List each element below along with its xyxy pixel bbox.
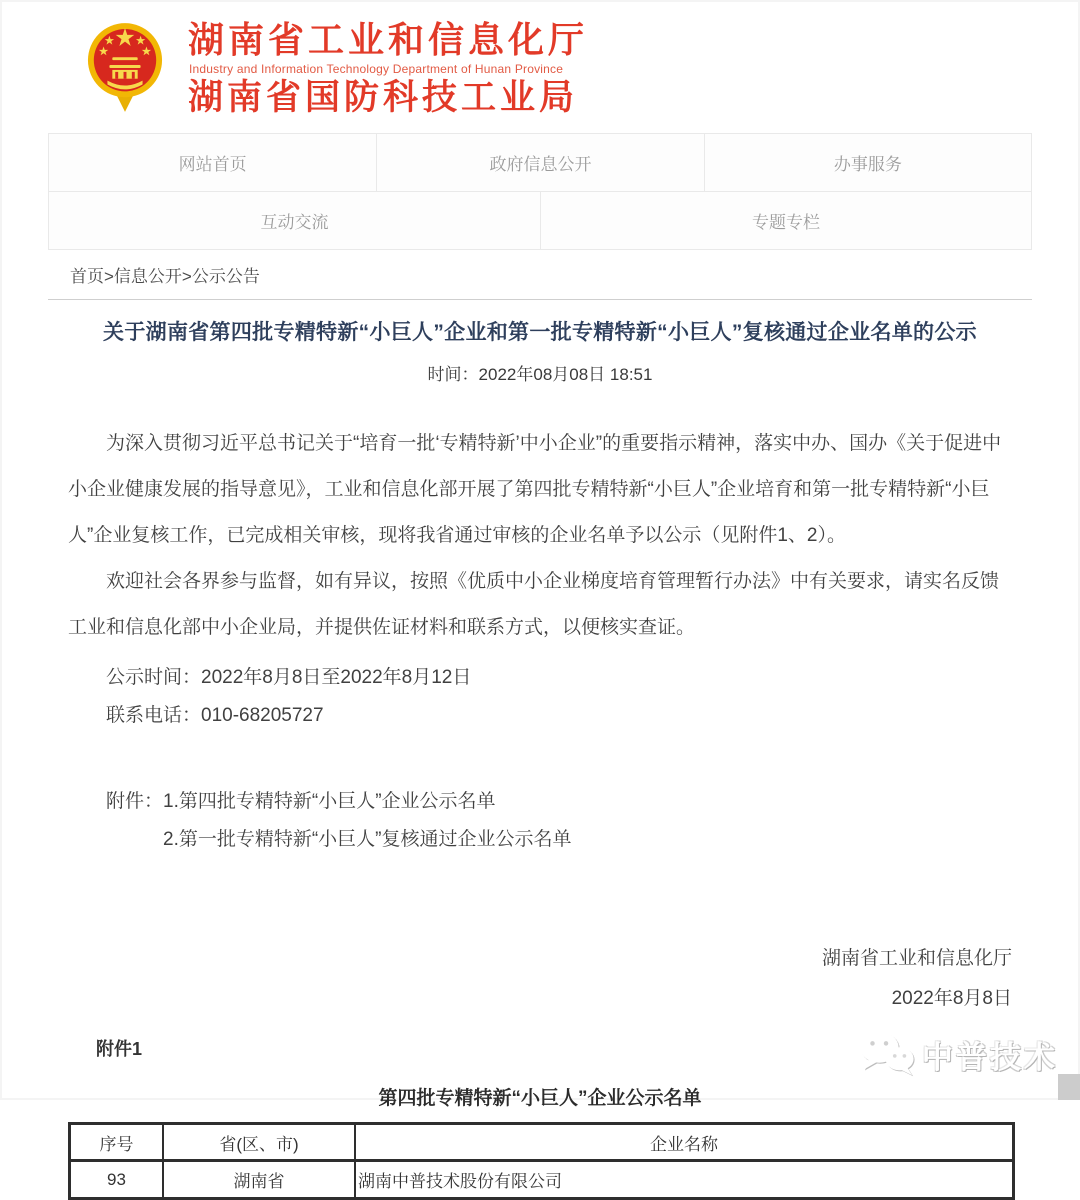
watermark-text: 中普技术	[922, 1039, 1058, 1075]
publish-time: 时间：2022年08月08日 18:51	[427, 365, 653, 384]
attachment1-table-title: 第四批专精特新“小巨人”企业公示名单	[378, 1088, 702, 1109]
breadcrumb[interactable]: 首页>信息公开>公示公告	[48, 250, 1032, 300]
attachment-line-1	[68, 783, 1012, 821]
attachments-block	[68, 783, 1012, 859]
cell-company: 湖南中普技术股份有限公司	[355, 1160, 1013, 1198]
signature-date: 2022年8月8日	[891, 988, 1012, 1009]
contact-phone: 联系电话：010-68205727	[106, 705, 324, 726]
article-title: 关于湖南省第四批专精特新“小巨人”企业和第一批专精特新“小巨人”复核通过企业名单的公示	[103, 321, 977, 344]
nav-item-special-columns[interactable]: 专题专栏	[540, 192, 1031, 249]
org-subtitle-en: Industry and Information Technology Department of Hunan Province	[189, 61, 564, 76]
nav-item-home[interactable]: 网站首页	[49, 134, 376, 191]
publicity-period: 公示时间：2022年8月8日至2022年8月12日	[106, 667, 472, 688]
table-row	[70, 1160, 1013, 1198]
site-header	[0, 0, 1080, 133]
signature-org: 湖南省工业和信息化厅	[821, 948, 1012, 969]
national-emblem-icon	[86, 15, 164, 119]
enterprise-table	[68, 1122, 1015, 1200]
org-title-cn-1: 湖南省工业和信息化厅	[188, 18, 589, 60]
main-nav	[48, 133, 1032, 250]
table-header-province: 省(区、市)	[163, 1124, 355, 1160]
nav-row-1	[49, 134, 1031, 192]
nav-item-services[interactable]: 办事服务	[704, 134, 1031, 191]
attachment-link-2[interactable]: 2.第一批专精特新“小巨人”复核通过企业公示名单	[163, 829, 572, 850]
nav-item-interaction[interactable]: 互动交流	[49, 192, 540, 249]
article	[0, 316, 1080, 1200]
corner-block	[1058, 1074, 1080, 1100]
org-titles	[188, 20, 588, 117]
nav-row-2	[49, 192, 1031, 249]
table-header-row	[70, 1124, 1013, 1160]
signature-block	[68, 939, 1012, 1019]
nav-item-gov-info[interactable]: 政府信息公开	[376, 134, 703, 191]
paragraph-1: 为深入贯彻习近平总书记关于“培育一批‘专精特新’中小企业”的重要指示精神，落实中办、国办《关于促进中小企业健康发展的指导意见》，工业和信息化部开展了第四批专精特新“小巨人”企业培育和第一批专精特新“小巨人”企业复核工作，已完成相关审核，现将我省通过审核的企业名单予以公示（见附件1、2）。	[68, 433, 1002, 546]
table-header-company: 企业名称	[355, 1124, 1013, 1160]
org-title-cn-2: 湖南省国防科技工业局	[188, 77, 579, 117]
attachment1-label: 附件1	[96, 1039, 143, 1059]
cell-province: 湖南省	[163, 1160, 355, 1198]
cell-index: 93	[70, 1160, 163, 1198]
attachment-line-2	[68, 821, 1012, 859]
attachment-link-1[interactable]: 1.第四批专精特新“小巨人”企业公示名单	[163, 791, 496, 812]
table-header-index: 序号	[70, 1124, 163, 1160]
paragraph-2: 欢迎社会各界参与监督，如有异议，按照《优质中小企业梯度培育管理暂行办法》中有关要求，请实名反馈工业和信息化部中小企业局，并提供佐证材料和联系方式，以便核实查证。	[68, 571, 1000, 638]
attachments-label: 附件：	[106, 791, 164, 812]
